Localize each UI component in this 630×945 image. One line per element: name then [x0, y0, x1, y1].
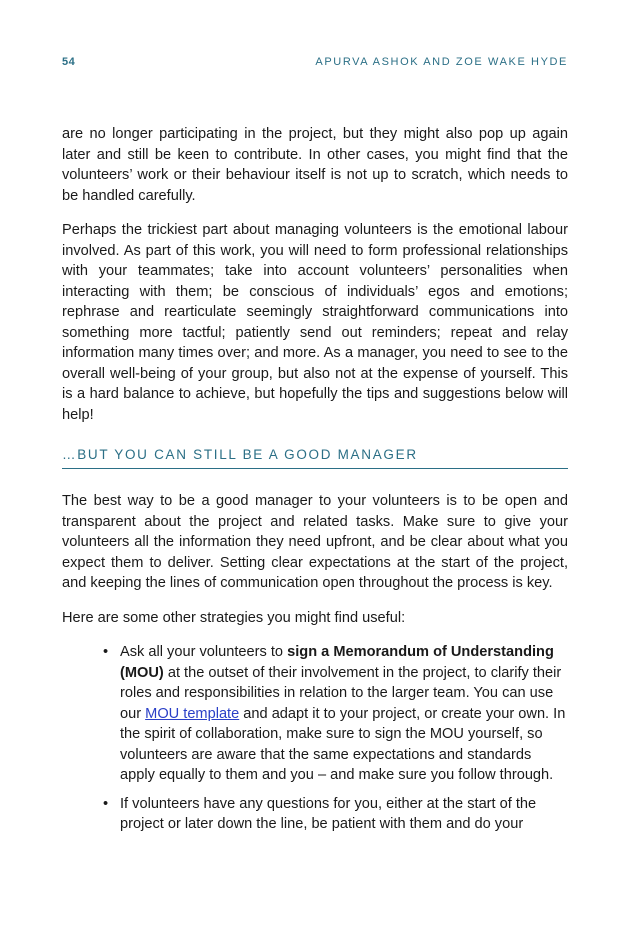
bullet-marker: •: [103, 795, 109, 812]
list-item: [103, 642, 568, 786]
list-item-text: and adapt it to your project, or create your own. In the spirit of collaboration, make sure to sign the MOU yourself, so volunteers are aware that the same expectations and standards apply equally to them and you – and make sure you follow through.: [120, 705, 566, 783]
list-item-text: If volunteers have any questions for you, either at the start of the project or later down the line, be patient with them and do your: [120, 795, 537, 832]
list-item-text: Ask all your volunteers to: [120, 644, 288, 660]
list-item: [103, 794, 568, 835]
list-item-bold-text: sign a Memorandum of Understanding (MOU): [120, 644, 554, 681]
running-title: APURVA ASHOK AND ZOE WAKE HYDE: [315, 56, 568, 68]
running-header: [62, 56, 568, 72]
bullet-marker: •: [103, 644, 109, 660]
paragraph-continuation: are no longer participating in the project, but they might also pop up again later and still be keen to contribute. In other cases, you might find that the volunteers’ work or their behaviour itself is not up to scratch, which needs to be handled carefully.: [62, 126, 568, 204]
paragraph-strategies-intro: Here are some other strategies you might find useful:: [62, 609, 406, 626]
list-item-text: at the outset of their involvement in the project, to clarify their roles and responsibilities in relation to the larger team. You can use our: [120, 664, 562, 722]
page-content: [62, 124, 568, 843]
page-number: 54: [62, 56, 76, 68]
mou-template-link[interactable]: MOU template: [145, 705, 240, 722]
paragraph-good-manager: The best way to be a good manager to your volunteers is to be open and transparent about the project and related tasks. Make sure to give your volunteers all the information they need upfront, and be clear about what you expect them to deliver. Setting clear expectations at the start of the project, and keeping the lines of communication open throughout the process is key.: [62, 493, 568, 591]
section-heading: …BUT YOU CAN STILL BE A GOOD MANAGER: [62, 447, 568, 469]
paragraph-emotional-labour: Perhaps the trickiest part about managing volunteers is the emotional labour involved. As part of this work, you will need to form professional relationships with your teammates; take into account volunteers’ personalities when interacting with them; be conscious of individuals’ egos and emotions; rephrase and rearticulate seemingly straightforward communications into something more tactful; patiently send out reminders; repeat and relay information many times over; and more. As a manager, you need to see to the overall well-being of your group, but also not at the expense of yourself. This is a hard balance to achieve, but hopefully the tips and suggestions below will help!: [62, 222, 568, 423]
strategies-list: [62, 642, 568, 835]
